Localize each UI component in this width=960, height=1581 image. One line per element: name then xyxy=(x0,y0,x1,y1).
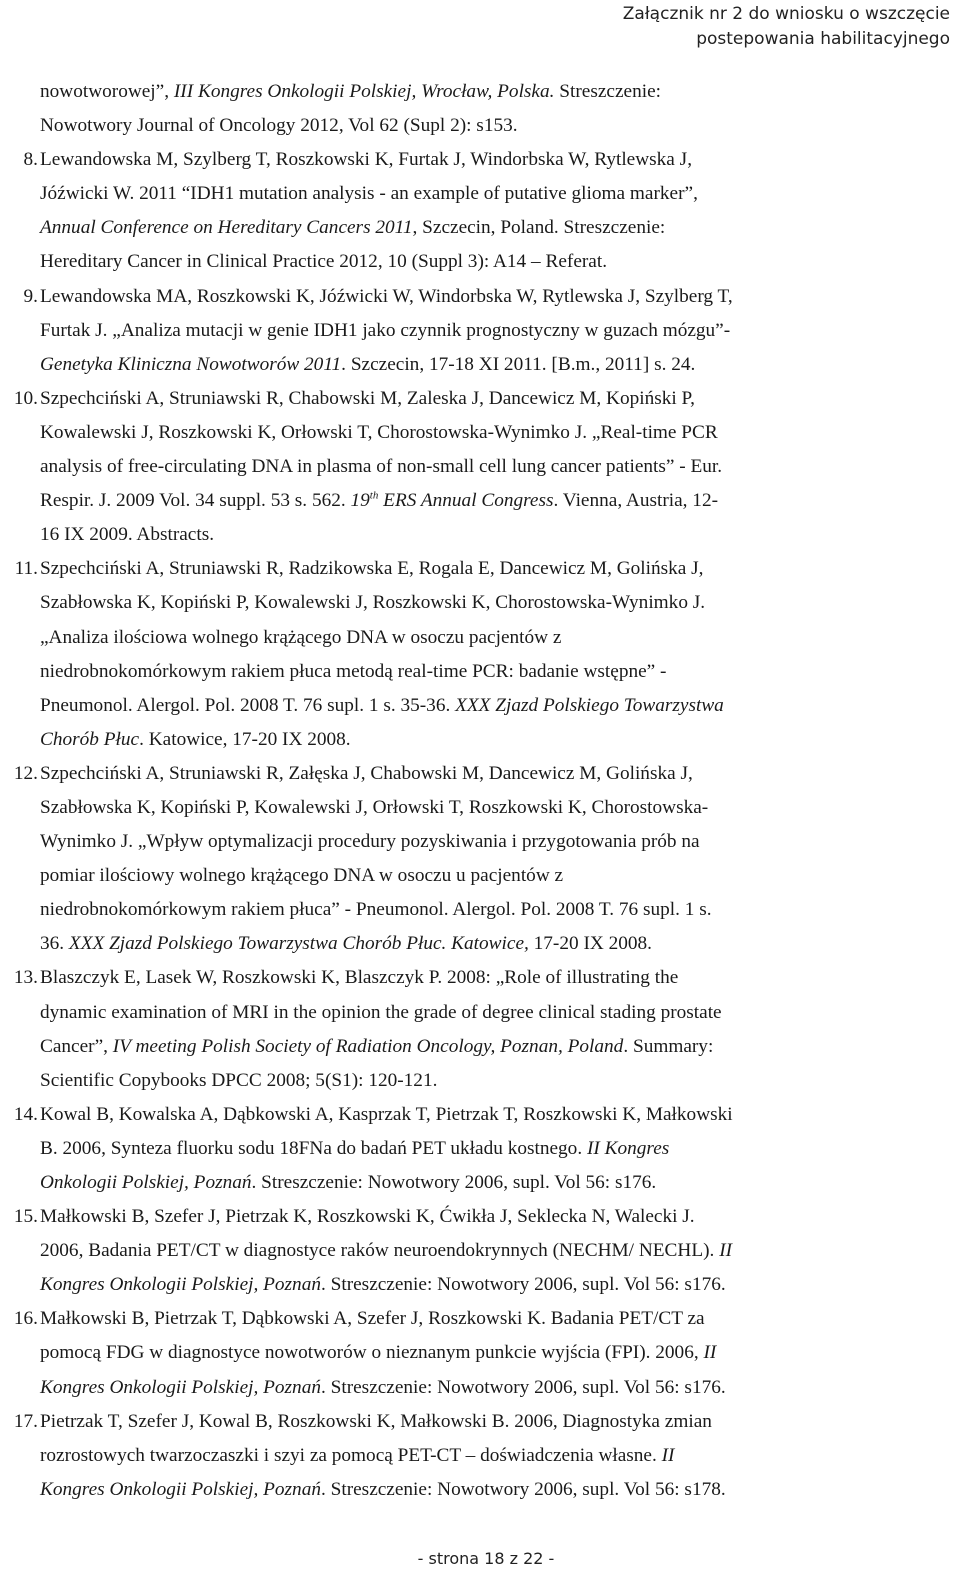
publication-entry xyxy=(0,1098,960,1200)
text-segment: rozrostowych twarzoczaszki i szyi za pomocą PET-CT – doświadczenia własne. xyxy=(40,1444,662,1466)
text-segment: Lewandowska M, Szylberg T, Roszkowski K, Furtak J, Windorbska W, Rytlewska J, xyxy=(40,149,693,171)
page-footer xyxy=(0,1549,960,1568)
entry-text-line xyxy=(40,1371,948,1405)
publication-entry xyxy=(0,1405,960,1507)
text-segment: Pietrzak T, Szefer J, Kowal B, Roszkowski K, Małkowski B. 2006, Diagnostyka zmian xyxy=(40,1410,712,1432)
italic-text-segment: Kongres Onkologii Polskiej, Poznań xyxy=(40,1274,321,1296)
text-segment: Kowal B, Kowalska A, Dąbkowski A, Kasprzak T, Pietrzak T, Roszkowski K, Małkowski xyxy=(40,1103,733,1125)
italic-text-segment: Genetyka Kliniczna Nowotworów 2011 xyxy=(40,353,342,375)
publication-entry xyxy=(0,1302,960,1404)
entry-text-line xyxy=(40,450,948,484)
italic-text-segment: XXX Zjazd Polskiego Towarzystwa xyxy=(455,694,724,716)
italic-text-segment: IV meeting Polish Society of Radiation Oncology, Poznan, Poland xyxy=(112,1035,624,1057)
entry-number: 16. xyxy=(13,1308,38,1330)
text-segment: niedrobnokomórkowym rakiem płuca” - Pneumonol. Alergol. Pol. 2008 T. 76 supl. 1 s. xyxy=(40,899,712,921)
publication-entry xyxy=(0,1200,960,1302)
entry-text-line xyxy=(40,1234,948,1268)
entry-text-line xyxy=(40,280,948,314)
entry-number: 9. xyxy=(23,285,38,307)
entry-text-line xyxy=(40,621,948,655)
text-segment: 2006, Badania PET/CT w diagnostyce raków neuroendokrynnych (NECHM/ NECHL). xyxy=(40,1240,720,1262)
entry-text-line xyxy=(40,143,948,177)
text-segment: Szpechciński A, Struniawski R, Radzikowska E, Rogala E, Dancewicz M, Golińska J, xyxy=(40,558,704,580)
entry-text-line xyxy=(40,1405,948,1439)
text-segment: . Katowice, 17-20 IX 2008. xyxy=(139,728,351,750)
text-segment: analysis of free-circulating DNA in plasma of non-small cell lung cancer patients” - Eur. xyxy=(40,456,723,478)
text-segment: , Szczecin, Poland. Streszczenie: xyxy=(412,217,666,239)
text-segment: Pneumonol. Alergol. Pol. 2008 T. 76 supl. 1 s. 35-36. xyxy=(40,694,456,716)
text-segment: . Streszczenie: Nowotwory 2006, supl. Vol 56: s176. xyxy=(320,1376,726,1398)
entry-text-line xyxy=(40,1473,948,1507)
text-segment: „Analiza ilościowa wolnego krążącego DNA w osoczu pacjentów z xyxy=(40,626,562,648)
entry-text-line xyxy=(40,75,948,109)
document-header xyxy=(530,2,950,52)
entry-text-line xyxy=(40,177,948,211)
entry-text-line xyxy=(40,211,948,245)
text-segment: Kowalewski J, Roszkowski K, Orłowski T, Chorostowska-Wynimko J. „Real-time PCR xyxy=(40,421,718,443)
superscript-text: th xyxy=(369,489,379,502)
text-segment: 16 IX 2009. Abstracts. xyxy=(40,524,215,546)
italic-text-segment: Chorób Płuc xyxy=(40,728,140,750)
entry-text-line xyxy=(40,825,948,859)
text-segment: Szabłowska K, Kopiński P, Kowalewski J, Orłowski T, Roszkowski K, Chorostowska- xyxy=(40,796,709,818)
entry-text-line xyxy=(40,996,948,1030)
entry-text-line xyxy=(40,484,948,518)
entry-text-line xyxy=(40,416,948,450)
text-segment: Blaszczyk E, Lasek W, Roszkowski K, Blaszczyk P. 2008: „Role of illustrating the xyxy=(40,967,679,989)
text-segment: Jóźwicki W. 2011 “IDH1 mutation analysis - an example of putative glioma marker”, xyxy=(40,183,698,205)
text-segment: niedrobnokomórkowym rakiem płuca metodą real-time PCR: badanie wstępne” - xyxy=(40,660,667,682)
text-segment: dynamic examination of MRI in the opinion the grade of degree clinical stading prostate xyxy=(40,1001,722,1023)
publication-entry xyxy=(0,143,960,279)
entry-text-line xyxy=(40,552,948,586)
text-segment: B. 2006, Synteza fluorku sodu 18FNa do badań PET układu kostnego. xyxy=(40,1137,587,1159)
entry-text-line xyxy=(40,1200,948,1234)
text-segment: Szabłowska K, Kopiński P, Kowalewski J, Roszkowski K, Chorostowska-Wynimko J. xyxy=(40,592,706,614)
italic-text-segment: Kongres Onkologii Polskiej, Poznań xyxy=(40,1478,321,1500)
publication-entry xyxy=(0,552,960,757)
page-number: - strona 18 z 22 - xyxy=(417,1549,555,1568)
entry-number: 10. xyxy=(13,387,38,409)
text-segment: Małkowski B, Pietrzak T, Dąbkowski A, Szefer J, Roszkowski K. Badania PET/CT za xyxy=(40,1308,705,1330)
italic-text-segment: 19 xyxy=(350,490,370,512)
text-segment: . Summary: xyxy=(623,1035,714,1057)
entry-text-line xyxy=(40,723,948,757)
entry-text-line xyxy=(40,1064,948,1098)
entry-text-line xyxy=(40,518,948,552)
text-segment: Wynimko J. „Wpływ optymalizacji procedury pozyskiwania i przygotowania prób na xyxy=(40,831,700,853)
text-segment: 36. xyxy=(40,933,69,955)
entry-text-line xyxy=(40,689,948,723)
text-segment: Lewandowska MA, Roszkowski K, Jóźwicki W, Windorbska W, Rytlewska J, Szylberg T, xyxy=(40,285,733,307)
text-segment: Cancer”, xyxy=(40,1035,113,1057)
entry-number: 12. xyxy=(13,762,38,784)
entry-text-line xyxy=(40,245,948,279)
text-segment: pomiar ilościowy wolnego krążącego DNA w osoczu u pacjentów z xyxy=(40,865,564,887)
italic-text-segment: II xyxy=(703,1342,717,1364)
italic-text-segment: III Kongres Onkologii Polskiej, Wrocław, Polska. xyxy=(173,81,555,102)
entry-text-line xyxy=(40,109,948,143)
text-segment: Małkowski B, Szefer J, Pietrzak K, Roszkowski K, Ćwikła J, Seklecka N, Walecki J. xyxy=(40,1206,695,1228)
entry-text-line xyxy=(40,859,948,893)
text-segment: . Vienna, Austria, 12- xyxy=(553,490,719,512)
entry-text-line xyxy=(40,314,948,348)
publication-list xyxy=(0,75,960,1507)
entry-number: 15. xyxy=(13,1206,38,1228)
entry-text-line xyxy=(40,1030,948,1064)
text-segment: . Streszczenie: Nowotwory 2006, supl. Vol 56: s178. xyxy=(320,1478,726,1500)
text-segment: . Szczecin, 17-18 XI 2011. [B.m., 2011] s. 24. xyxy=(341,353,696,375)
entry-number: 13. xyxy=(13,967,38,989)
italic-text-segment: II xyxy=(719,1240,733,1262)
entry-text-line xyxy=(40,382,948,416)
header-line-1: Załącznik nr 2 do wniosku o wszczęcie xyxy=(622,4,950,24)
text-segment: Streszczenie: xyxy=(554,81,661,102)
entry-text-line xyxy=(40,348,948,382)
entry-text-line xyxy=(40,1302,948,1336)
publication-entry xyxy=(0,757,960,962)
publication-entry xyxy=(0,280,960,382)
text-segment: Furtak J. „Analiza mutacji w genie IDH1 jako czynnik prognostyczny w guzach mózgu”- xyxy=(40,319,731,341)
entry-text-line xyxy=(40,1132,948,1166)
italic-text-segment: II Kongres xyxy=(586,1137,670,1159)
text-segment: Szpechciński A, Struniawski R, Chabowski M, Zaleska J, Dancewicz M, Kopiński P, xyxy=(40,387,695,409)
entry-text-line xyxy=(40,1268,948,1302)
text-segment: Respir. J. 2009 Vol. 34 suppl. 53 s. 562. xyxy=(40,490,351,512)
entry-number: 11. xyxy=(14,558,38,580)
text-segment: . Streszczenie: Nowotwory 2006, supl. Vol 56: s176. xyxy=(251,1172,657,1193)
entry-number: 17. xyxy=(13,1410,38,1432)
text-segment: nowotworowej”, xyxy=(40,81,174,102)
publication-entry xyxy=(0,961,960,1097)
italic-text-segment: Annual Conference on Hereditary Cancers 2011 xyxy=(40,217,413,239)
entry-text-line xyxy=(40,1166,948,1200)
text-segment: 17-20 IX 2008. xyxy=(528,933,653,955)
publication-entry xyxy=(0,382,960,552)
header-line-2: postepowania habilitacyjnego xyxy=(696,29,950,49)
italic-text-segment: Onkologii Polskiej, Poznań xyxy=(40,1172,252,1193)
text-segment: Nowotwory Journal of Oncology 2012, Vol 62 (Supl 2): s153. xyxy=(40,115,518,137)
italic-text-segment: Kongres Onkologii Polskiej, Poznań xyxy=(40,1376,321,1398)
text-segment: . Streszczenie: Nowotwory 2006, supl. Vol 56: s176. xyxy=(320,1274,726,1296)
entry-number: 8. xyxy=(23,149,38,171)
entry-text-line xyxy=(40,1439,948,1473)
italic-text-segment: XXX Zjazd Polskiego Towarzystwa Chorób Płuc. Katowice, xyxy=(68,933,529,955)
entry-text-line xyxy=(40,893,948,927)
entry-text-line xyxy=(40,1098,948,1132)
text-segment: Hereditary Cancer in Clinical Practice 2012, 10 (Suppl 3): A14 – Referat. xyxy=(40,251,608,273)
italic-text-segment: II xyxy=(661,1444,675,1466)
publication-entry xyxy=(0,75,960,143)
entry-text-line xyxy=(40,791,948,825)
text-segment: pomocą FDG w diagnostyce nowotworów o nieznanym punkcie wyjścia (FPI). 2006, xyxy=(40,1342,704,1364)
entry-text-line xyxy=(40,961,948,995)
italic-text-segment: ERS Annual Congress xyxy=(378,490,554,512)
entry-text-line xyxy=(40,927,948,961)
entry-text-line xyxy=(40,655,948,689)
text-segment: Szpechciński A, Struniawski R, Załęska J, Chabowski M, Dancewicz M, Golińska J, xyxy=(40,762,693,784)
entry-text-line xyxy=(40,586,948,620)
entry-text-line xyxy=(40,757,948,791)
entry-number: 14. xyxy=(13,1103,38,1125)
entry-text-line xyxy=(40,1336,948,1370)
text-segment: Scientific Copybooks DPCC 2008; 5(S1): 120-121. xyxy=(40,1069,438,1091)
